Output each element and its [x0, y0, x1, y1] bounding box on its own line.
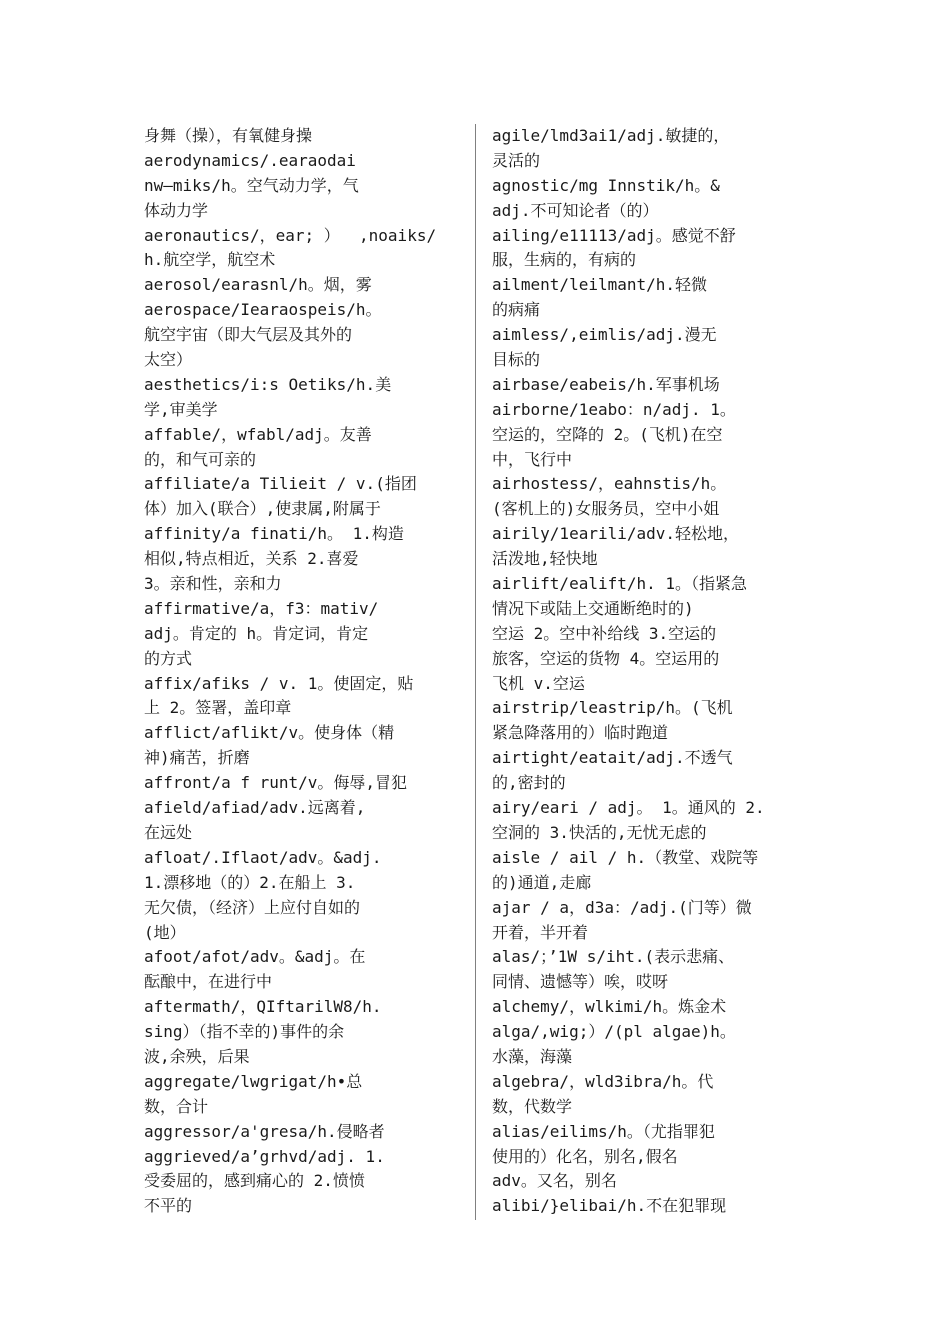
- entry-line: 的)通道,走廊: [492, 872, 592, 892]
- entry-line: ailment/leilmant/h.轻微: [492, 275, 708, 295]
- entry-line: afflict/aflikt/v。使身体（精: [144, 723, 395, 743]
- entry-line: nw—miks/h。空气动力学，气: [144, 175, 359, 195]
- entry-line: h.航空学，航空术: [144, 250, 276, 270]
- entry-line: agile/lmd3ai1/adj.敏捷的，: [492, 126, 730, 145]
- entry-line: 数，代数学: [492, 1096, 573, 1116]
- entry-line: affiliate/a Tilieit / v.(指团: [144, 474, 417, 494]
- entry-line: 水藻，海藻: [492, 1046, 573, 1066]
- entry-line: airily/1earili/adv.轻松地，: [492, 524, 740, 544]
- entry-line: 紧急降落用的）临时跑道: [492, 723, 669, 743]
- entry-line: 波,余殃，后果: [144, 1046, 250, 1066]
- entry-line: airy/eari / adj。 1。通风的 2.: [492, 798, 765, 818]
- entry-line: (客机上的)女服务员，空中小姐: [492, 499, 720, 519]
- entry-line: airborne/1eabo：n/adj. 1。: [492, 399, 736, 419]
- entry-line: 中，飞行中: [492, 449, 573, 469]
- entry-line: 身舞（操），有氧健身操: [144, 126, 313, 145]
- entry-line: adj。肯定的 h。肯定词，肯定: [144, 623, 369, 643]
- entry-line: 同情、遗憾等）唉，哎呀: [492, 972, 669, 992]
- entry-line: 数，合计: [144, 1096, 209, 1116]
- entry-line: 服，生病的，有病的: [492, 250, 637, 270]
- entry-line: airbase/eabeis/h.军事机场: [492, 374, 720, 394]
- entry-line: sing）（指不幸的)事件的余: [144, 1022, 345, 1042]
- entry-line: 体动力学: [144, 200, 209, 220]
- entry-line: affable/，wfabl/adj。友善: [144, 424, 372, 444]
- entry-line: 的病痛: [492, 300, 541, 320]
- entry-line: aggregate/lwgrigat/h•总: [144, 1071, 363, 1091]
- entry-line: affix/afiks / v. 1。使固定，贴: [144, 673, 414, 693]
- entry-line: aesthetics/i:s Oetiks/h.美: [144, 374, 392, 394]
- entry-line: alchemy/，wlkimi/h。炼金术: [492, 997, 727, 1017]
- entry-line: aisle / ail / h.（教堂、戏院等: [492, 847, 759, 867]
- entry-line: (地）: [144, 922, 186, 942]
- entry-line: 目标的: [492, 350, 541, 370]
- entry-line: aimless/,eimlis/adj.漫无: [492, 325, 717, 345]
- entry-line: affinity/a finati/h。 1.构造: [144, 524, 404, 544]
- entry-line: 神)痛苦，折磨: [144, 748, 250, 768]
- entry-line: alibi/}elibai/h.不在犯罪现: [492, 1196, 727, 1216]
- entry-line: 活泼地,轻快地: [492, 549, 598, 569]
- entry-line: 的，和气可亲的: [144, 449, 257, 469]
- entry-line: 空运 2。空中补给线 3.空运的: [492, 623, 717, 643]
- column-divider: [475, 124, 476, 1220]
- entry-line: aeronautics/，ear; ） ,noaiks/: [144, 225, 437, 245]
- entry-line: airlift/ealift/h. 1。（指紧急: [492, 574, 748, 594]
- entry-line: 飞机 v.空运: [492, 673, 585, 693]
- entry-line: 酝酿中，在进行中: [144, 972, 273, 992]
- entry-line: 旅客，空运的货物 4。空运用的: [492, 648, 720, 668]
- entry-line: airstrip/leastrip/h。(飞机: [492, 698, 733, 718]
- entry-line: 学,审美学: [144, 399, 218, 419]
- entry-line: 3。亲和性，亲和力: [144, 574, 282, 594]
- entry-line: airhostess/，eahnstis/h。: [492, 474, 727, 494]
- entry-line: 体）加入(联合）,使隶属,附属于: [144, 499, 381, 519]
- entry-line: 无欠债，（经济）上应付自如的: [144, 897, 361, 917]
- entry-line: 相似,特点相近，关系 2.喜爱: [144, 549, 359, 569]
- entry-line: 的,密封的: [492, 773, 566, 793]
- entry-line: 不平的: [144, 1196, 193, 1216]
- entry-line: aggressor/a'gresa/h.侵略者: [144, 1121, 385, 1141]
- entry-line: agnostic/mg Innstik/h。&: [492, 175, 720, 195]
- entry-line: ailing/e11113/adj。感觉不舒: [492, 225, 736, 245]
- entry-line: afoot/afot/adv。&adj。在: [144, 947, 366, 967]
- entry-line: afield/afiad/adv.远离着,: [144, 798, 366, 818]
- entry-line: 灵活的: [492, 150, 541, 170]
- entry-line: afloat/.Iflaot/adv。&adj.: [144, 847, 382, 867]
- entry-line: 的方式: [144, 648, 193, 668]
- entry-line: adj.不可知论者（的）: [492, 200, 659, 220]
- entry-line: 太空）: [144, 350, 193, 370]
- right-column: [492, 124, 792, 1219]
- entry-line: 1.漂移地（的）2.在船上 3.: [144, 872, 356, 892]
- entry-line: alias/eilims/h。（尤指罪犯: [492, 1121, 715, 1141]
- entry-line: 使用的）化名，别名,假名: [492, 1146, 678, 1166]
- entry-line: 在远处: [144, 822, 193, 842]
- entry-line: 开着，半开着: [492, 922, 589, 942]
- entry-line: 航空宇宙（即大气层及其外的: [144, 325, 353, 345]
- entry-line: algebra/，wld3ibra/h。代: [492, 1071, 714, 1091]
- entry-line: 受委屈的，感到痛心的 2.愤愤: [144, 1171, 365, 1191]
- entry-line: aftermath/，QIftarilW8/h.: [144, 997, 382, 1017]
- entry-line: 上 2。签署，盖印章: [144, 698, 292, 718]
- entry-line: ajar / a，d3a：/adj.(门等）微: [492, 897, 752, 917]
- entry-line: aerodynamics/.earaodai: [144, 150, 356, 170]
- entry-line: aerosol/earasnl/h。烟，雾: [144, 275, 372, 295]
- entry-line: 空运的，空降的 2。(飞机)在空: [492, 424, 723, 444]
- entry-line: affirmative/a，f3：mativ/: [144, 598, 379, 618]
- entry-line: airtight/eatait/adj.不透气: [492, 748, 733, 768]
- entry-line: adv。又名，别名: [492, 1171, 617, 1191]
- entry-line: aerospace/Iearaospeis/h。: [144, 300, 382, 320]
- entry-line: alas/；’1W s/iht.(表示悲痛、: [492, 947, 735, 967]
- left-column: [144, 124, 454, 1219]
- entry-line: affront/a f runt/v。侮辱,冒犯: [144, 773, 408, 793]
- entry-line: aggrieved/a’grhvd/adj. 1.: [144, 1146, 385, 1166]
- entry-line: 情况下或陆上交通断绝时的): [492, 598, 694, 618]
- entry-line: 空洞的 3.快活的,无忧无虑的: [492, 822, 707, 842]
- entry-line: alga/,wig;）/(pl algae)h。: [492, 1022, 736, 1042]
